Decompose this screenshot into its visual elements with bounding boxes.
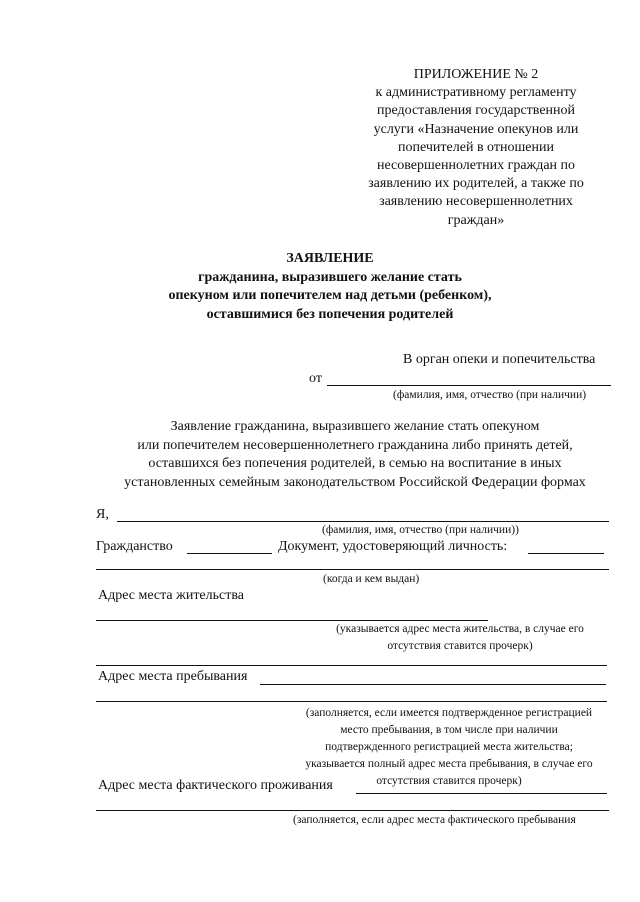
stay-field[interactable] <box>260 684 606 685</box>
from-hint: (фамилия, имя, отчество (при наличии) <box>393 389 587 401</box>
appendix-line: предоставления государственной <box>376 103 576 119</box>
citizenship-label: Гражданство <box>96 539 173 554</box>
stay-label: Адрес места пребывания <box>98 669 248 684</box>
actual-field-continued[interactable] <box>96 810 609 811</box>
title-line: гражданина, выразившего желание стать <box>198 269 462 285</box>
statement-line: или попечителем несовершеннолетнего гражданина либо принять детей, <box>137 437 573 453</box>
stay-hint <box>284 705 614 790</box>
from-label: от <box>309 371 322 386</box>
document-hint: (когда и кем выдан) <box>323 573 420 585</box>
stay-field-continued[interactable] <box>96 701 607 702</box>
actual-label: Адрес места фактического проживания <box>98 778 333 793</box>
i-hint: (фамилия, имя, отчество (при наличии)) <box>322 524 519 536</box>
title-line: оставшимися без попечения родителей <box>206 306 454 322</box>
hint-line: указывается полный адрес места пребывания, в случае его <box>305 758 593 770</box>
hint-line: подтвержденного регистрацией места жительства; <box>325 741 573 753</box>
title-line: опекуном или попечителем над детьми (ребенком), <box>168 288 492 304</box>
document-field-continued[interactable] <box>96 569 609 570</box>
actual-hint: (заполняется, если адрес места фактического пребывания <box>293 814 576 826</box>
title-heading: ЗАЯВЛЕНИЕ <box>286 251 374 266</box>
appendix-line: граждан» <box>447 212 505 228</box>
document-label: Документ, удостоверяющий личность: <box>278 539 508 554</box>
i-label: Я, <box>96 507 109 522</box>
document-field[interactable] <box>528 553 604 554</box>
full-name-field[interactable] <box>117 521 609 522</box>
statement-line: оставшихся без попечения родителей, в семью на воспитание в иных <box>148 456 562 471</box>
hint-line: отсутствия ставится прочерк) <box>387 640 533 652</box>
statement-line: Заявление гражданина, выразившего желание стать опекуном <box>170 419 540 434</box>
appendix-line: попечителей в отношении <box>398 139 554 155</box>
document-title <box>150 250 510 324</box>
citizenship-field[interactable] <box>187 553 272 554</box>
appendix-line: заявлению их родителей, а также по <box>368 176 584 192</box>
appendix-line: несовершеннолетних граждан по <box>376 158 576 174</box>
appendix-line: к административному регламенту <box>375 85 577 101</box>
statement-block <box>90 418 620 492</box>
appendix-block <box>340 66 612 230</box>
addressee-to: В орган опеки и попечительства <box>403 352 596 367</box>
hint-line: место пребывания, в том числе при наличии <box>340 724 558 736</box>
appendix-line: заявлению несовершеннолетних <box>379 194 573 210</box>
residence-field-continued[interactable] <box>96 665 607 666</box>
from-field[interactable] <box>327 385 611 386</box>
hint-line: отсутствия ставится прочерк) <box>376 775 522 787</box>
residence-hint <box>300 621 620 655</box>
hint-line: (указывается адрес места жительства, в случае его <box>336 623 584 635</box>
residence-label: Адрес места жительства <box>98 588 244 603</box>
actual-field[interactable] <box>356 793 607 794</box>
hint-line: (заполняется, если имеется подтвержденное регистрацией <box>305 707 593 719</box>
appendix-line: ПРИЛОЖЕНИЕ № 2 <box>413 67 539 82</box>
appendix-line: услуги «Назначение опекунов или <box>373 121 579 137</box>
statement-line: установленных семейным законодательством Российской Федерации формах <box>124 474 586 490</box>
